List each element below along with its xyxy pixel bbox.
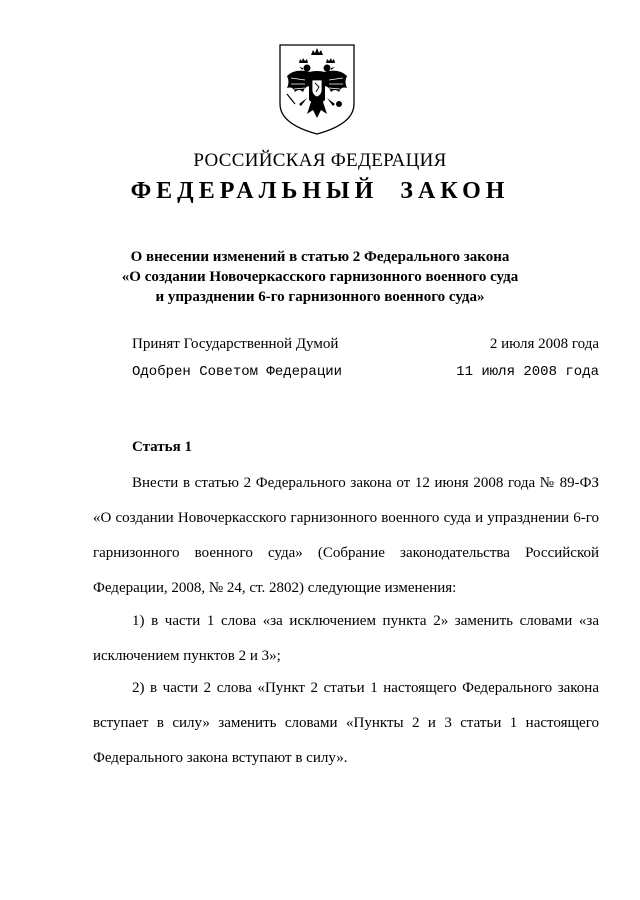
law-title-line: О внесении изменений в статью 2 Федерального закона bbox=[130, 249, 510, 265]
adoption-duma-label: Принят Государственной Думой bbox=[132, 336, 339, 352]
article-item-2 bbox=[93, 671, 599, 776]
article-item-1 bbox=[93, 604, 599, 674]
document-type-heading bbox=[0, 178, 640, 205]
country-name: РОССИЙСКАЯ ФЕДЕРАЦИЯ bbox=[193, 150, 447, 171]
adoption-duma-row bbox=[132, 336, 599, 353]
law-title bbox=[0, 247, 640, 307]
coat-of-arms-emblem bbox=[277, 42, 357, 136]
approval-council-label: Одобрен Советом Федерации bbox=[132, 364, 343, 380]
approval-council-row bbox=[132, 364, 599, 380]
article-paragraph-text: Внести в статью 2 Федерального закона от 12 июня 2008 года № 89-ФЗ «О создании Новочеркасского гарнизонного военного суда и упразднении 6-го гарнизонного военного суда» (Собрание законодательства Российской Федерации, 2008, № 24, ст. 2802) следующие изменения: bbox=[93, 475, 599, 596]
law-title-line: и упразднении 6-го гарнизонного военного суда» bbox=[155, 289, 485, 305]
law-title-line: «О создании Новочеркасского гарнизонного военного суда bbox=[121, 269, 519, 285]
article-item-text: 1) в части 1 слова «за исключением пункта 2» заменить словами «за исключением пунктов 2 и 3»; bbox=[93, 613, 599, 664]
approval-council-date: 11 июля 2008 года bbox=[456, 364, 599, 380]
document-type-word-federal: ФЕДЕРАЛЬНЫЙ bbox=[130, 178, 379, 204]
adoption-duma-date: 2 июля 2008 года bbox=[489, 336, 599, 352]
article-paragraph-main bbox=[93, 466, 599, 606]
article-item-text: 2) в части 2 слова «Пункт 2 статьи 1 настоящего Федерального закона вступает в силу» заменить словами «Пункты 2 и 3 статьи 1 настоящего Федерального закона вступают в силу». bbox=[93, 680, 599, 766]
article-heading: Статья 1 bbox=[132, 439, 192, 455]
document-type-word-law: ЗАКОН bbox=[400, 178, 510, 204]
